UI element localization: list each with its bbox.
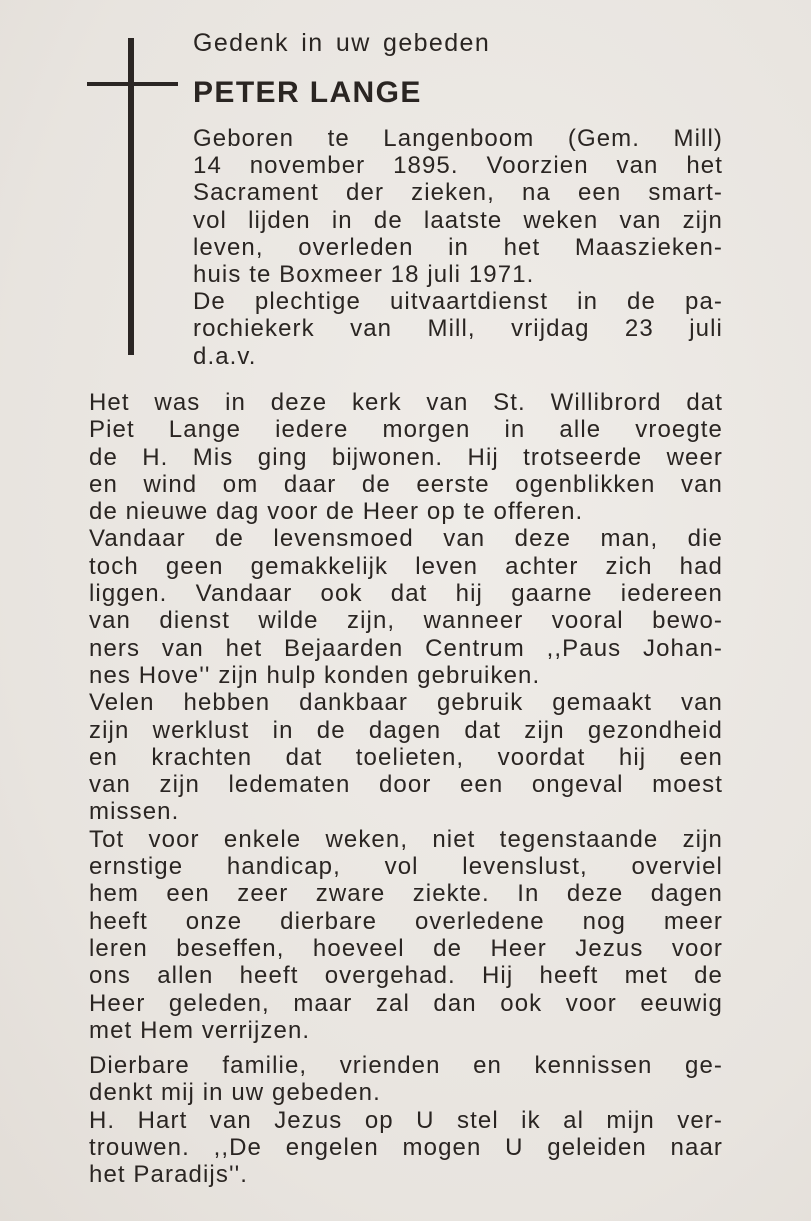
paragraph-line: heeft onze dierbare overledene nog meer bbox=[89, 907, 723, 935]
paragraph-line: hem een zeer zware ziekte. In deze dagen bbox=[89, 880, 723, 908]
prayer-heading: Gedenk in uw gebeden bbox=[193, 29, 491, 57]
paragraph-line: ons allen heeft overgehad. Hij heeft met de bbox=[89, 962, 723, 990]
paragraph-line: H. Hart van Jezus op U stel ik al mijn ver- bbox=[89, 1106, 723, 1134]
paragraph-line: toch geen gemakkelijk leven achter zich had bbox=[89, 552, 723, 580]
paragraph-line: de nieuwe dag voor de Heer op te offeren. bbox=[89, 498, 584, 526]
paragraph-line: Velen hebben dankbaar gebruik gemaakt van bbox=[89, 689, 723, 717]
paragraph-line: Het was in deze kerk van St. Willibrord dat bbox=[89, 389, 723, 416]
paragraph-line: van dienst wilde zijn, wanneer vooral bewo- bbox=[89, 607, 723, 635]
paragraph-line: missen. bbox=[89, 798, 180, 826]
cross-horizontal-bar bbox=[87, 82, 178, 86]
paragraph-line: Dierbare familie, vrienden en kennissen ge- bbox=[89, 1052, 723, 1080]
birth-text-line: vol lijden in de laatste weken van zijn bbox=[193, 206, 723, 234]
deceased-name: PETER LANGE bbox=[193, 76, 422, 109]
paragraph-line: de H. Mis ging bijwonen. Hij trotseerde weer bbox=[89, 443, 723, 471]
paragraph-line: van zijn ledematen door een ongeval moest bbox=[89, 771, 723, 799]
birth-text-line: rochiekerk van Mill, vrijdag 23 juli bbox=[193, 315, 723, 343]
paragraph-line: Vandaar de levensmoed van deze man, die bbox=[89, 525, 723, 553]
paragraph-line: met Hem verrijzen. bbox=[89, 1016, 311, 1044]
birth-text-line: Geboren te Langenboom (Gem. Mill) bbox=[193, 125, 723, 152]
birth-text-line: d.a.v. bbox=[193, 342, 257, 370]
paragraph-line: Piet Lange iedere morgen in alle vroegte bbox=[89, 416, 723, 444]
paragraph bbox=[89, 826, 723, 1044]
paragraph-line: leren beseffen, hoeveel de Heer Jezus voor bbox=[89, 934, 723, 962]
birth-text-line: De plechtige uitvaartdienst in de pa- bbox=[193, 288, 723, 316]
paragraph-line: denkt mij in uw gebeden. bbox=[89, 1079, 381, 1107]
paragraph bbox=[89, 389, 723, 525]
paragraph bbox=[89, 525, 723, 689]
paragraph bbox=[89, 689, 723, 825]
paragraph-line: liggen. Vandaar ook dat hij gaarne iedereen bbox=[89, 580, 723, 608]
paragraph bbox=[89, 1107, 723, 1189]
paragraph-line: trouwen. ,,De engelen mogen U geleiden naar bbox=[89, 1134, 723, 1162]
paragraph bbox=[89, 1052, 723, 1107]
paragraph-line: nes Hove'' zijn hulp konden gebruiken. bbox=[89, 661, 541, 689]
paragraph-line: het Paradijs''. bbox=[89, 1161, 249, 1189]
paragraph-line: Heer geleden, maar zal dan ook voor eeuwig bbox=[89, 989, 723, 1017]
paragraph-line: en wind om daar de eerste ogenblikken van bbox=[89, 470, 723, 498]
paragraph-line: ners van het Bejaarden Centrum ,,Paus Johan- bbox=[89, 634, 723, 662]
paragraph-line: zijn werklust in de dagen dat zijn gezondheid bbox=[89, 716, 723, 744]
memorial-text bbox=[89, 389, 723, 1189]
birth-text-line: huis te Boxmeer 18 juli 1971. bbox=[193, 260, 535, 288]
paragraph-line: ernstige handicap, vol levenslust, overviel bbox=[89, 853, 723, 881]
paragraph-line: Tot voor enkele weken, niet tegenstaande zijn bbox=[89, 825, 723, 853]
paragraph-line: en krachten dat toelieten, voordat hij een bbox=[89, 743, 723, 771]
birth-text-line: Sacrament der zieken, na een smart- bbox=[193, 179, 723, 207]
birth-text-line: 14 november 1895. Voorzien van het bbox=[193, 152, 723, 180]
birth-death-details bbox=[193, 125, 723, 370]
birth-text-line: leven, overleden in het Maaszieken- bbox=[193, 233, 723, 261]
